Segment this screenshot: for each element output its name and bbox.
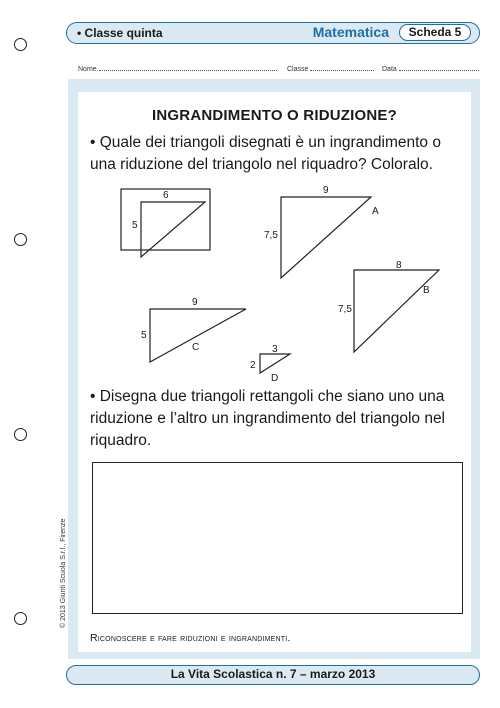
header-bar — [66, 22, 480, 44]
triangle-c-height-label: 5 — [141, 330, 147, 341]
subject-title: Matematica — [312, 24, 389, 40]
triangle-c-base-label: 9 — [192, 297, 198, 308]
name-label: Nome — [78, 66, 97, 73]
triangle-a-letter: A — [372, 206, 379, 217]
triangle-b-base-label: 8 — [396, 260, 402, 271]
binder-hole — [14, 612, 27, 625]
worksheet-panel — [78, 92, 471, 652]
triangles-figure — [78, 92, 471, 392]
triangle-a-base-label: 9 — [323, 185, 329, 196]
date-field[interactable] — [382, 64, 479, 73]
name-field[interactable] — [78, 64, 277, 73]
drawing-area[interactable] — [92, 462, 463, 614]
triangle-a — [281, 197, 371, 278]
reference-triangle — [141, 202, 205, 257]
triangle-d-letter: D — [271, 373, 279, 384]
binder-hole — [14, 233, 27, 246]
binder-hole — [14, 38, 27, 51]
footer-bar — [66, 665, 480, 685]
triangle-d — [260, 354, 290, 373]
copyright: © 2013 Giunti Scuola S.r.l., Firenze — [60, 518, 67, 628]
binder-hole — [14, 428, 27, 441]
class-label: Classe — [287, 66, 309, 73]
triangle-b-height-label: 7,5 — [338, 304, 352, 315]
reference-height-label: 5 — [132, 220, 138, 231]
instruction-text: • Disegna due triangoli rettangoli che siano uno una riduzione e l’altro un ingrandimento del triangolo nel riquadro. — [90, 388, 446, 449]
sheet-badge: Scheda 5 — [399, 24, 471, 41]
triangle-a-height-label: 7,5 — [264, 230, 278, 241]
triangle-c — [150, 309, 246, 362]
class-field[interactable] — [287, 64, 374, 73]
date-label: Data — [382, 66, 397, 73]
reference-base-label: 6 — [163, 190, 169, 201]
publication-info: La Vita Scolastica n. 7 – marzo 2013 — [170, 667, 376, 681]
triangle-b — [354, 270, 439, 352]
question-text: • Quale dei triangoli disegnati è un ingrandimento o una riduzione del triangolo nel riquadro? Coloralo. — [90, 134, 441, 173]
triangle-b-letter: B — [423, 285, 430, 296]
triangle-d-base-label: 3 — [272, 344, 278, 355]
learning-objective: Riconoscere e fare riduzioni e ingrandimenti. — [90, 632, 291, 644]
triangle-c-letter: C — [192, 342, 200, 353]
class-level: • Classe quinta — [77, 26, 163, 40]
worksheet-title: INGRANDIMENTO O RIDUZIONE? — [152, 107, 397, 124]
triangle-d-height-label: 2 — [250, 360, 256, 371]
